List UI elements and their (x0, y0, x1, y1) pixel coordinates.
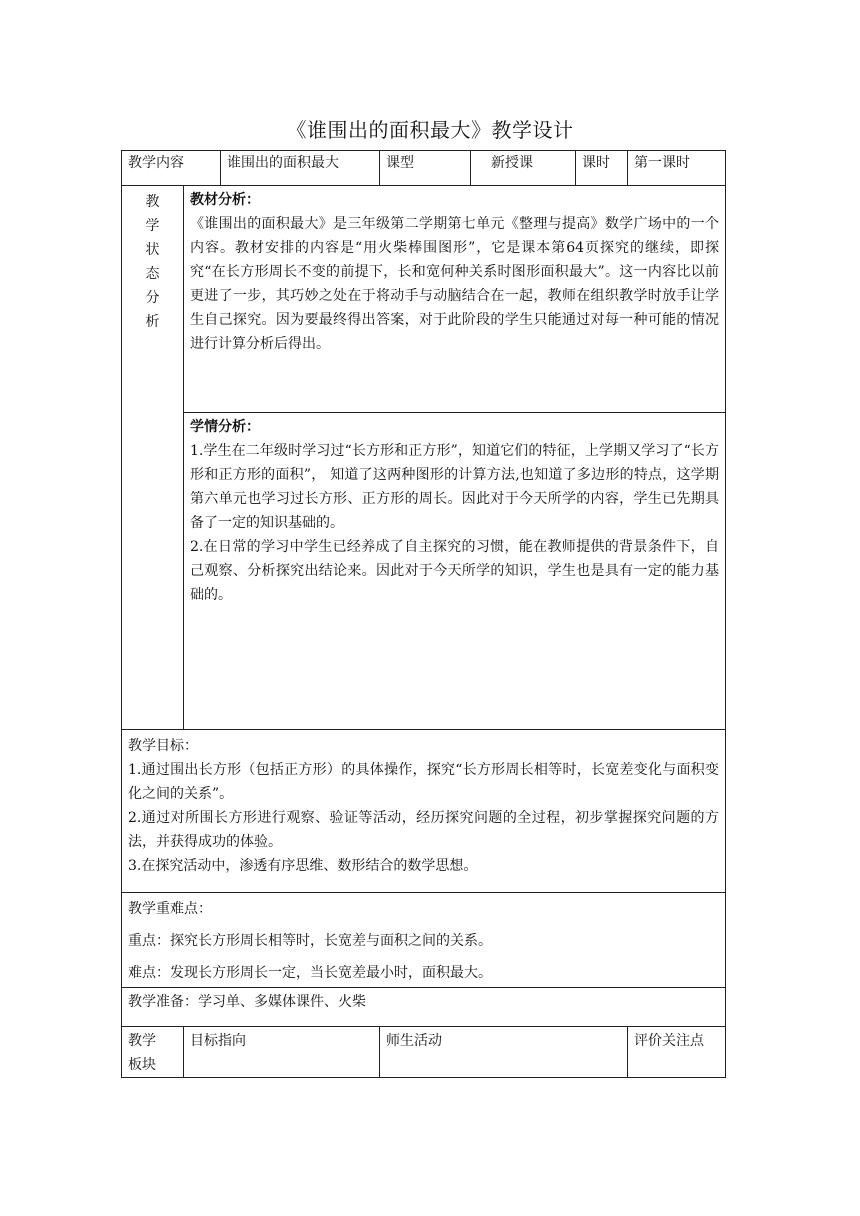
objective-item-3: 3.在探究活动中，渗透有序思维、数形结合的数学思想。 (128, 858, 478, 874)
activity-column-header: 师生活动 (380, 1027, 628, 1078)
content-label: 教学内容 (122, 151, 221, 186)
period-label: 课时 (576, 151, 628, 186)
evaluation-column-header: 评价关注点 (628, 1027, 726, 1078)
key-point-text: 重点：探究长方形周长相等时，长宽差与面积之间的关系。 (128, 933, 492, 949)
period-value: 第一课时 (628, 151, 726, 186)
objectives-row (122, 730, 726, 893)
block-column-header: 教学板块 (122, 1027, 184, 1078)
status-analysis-label: 教 学 状 态 分 析 (122, 186, 184, 730)
student-analysis-row (122, 413, 726, 730)
objectives-cell (122, 730, 726, 893)
textbook-analysis-text: 《谁围出的面积最大》是三年级第二学期第七单元《整理与提高》数学广场中的一个内容。教材安排的内容是“用火柴棒围图形”，它是课本第64页探究的继续，即探究“在长方形周长不变的前提下，长和宽何种关系时图形面积最大”。这一内容比以前更进了一步，其巧妙之处在于将动手与动脑结合在一起，教师在组织教学时放手让学生自己探究。因为要最终得出答案，对于此阶段的学生只能通过对每一种可能的情况进行计算分析后得出。 (190, 216, 719, 352)
key-points-heading: 教学重难点： (128, 901, 212, 917)
preparation-cell: 教学准备：学习单、多媒体课件、火柴 (122, 988, 726, 1027)
textbook-analysis-row (122, 186, 726, 413)
objective-item-2: 2.通过对所围长方形进行观察、验证等活动，经历探究问题的全过程，初步掌握探究问题的方法，并获得成功的体验。 (128, 810, 719, 850)
key-points-cell (122, 893, 726, 988)
process-header-row (122, 1027, 726, 1078)
content-value: 谁围出的面积最大 (221, 151, 380, 186)
header-row (122, 151, 726, 186)
objective-item-1: 1.通过围出长方形（包括正方形）的具体操作，探究“长方形周长相等时，长宽差变化与面积变化之间的关系”。 (128, 762, 719, 802)
difficulty-text: 难点：发现长方形周长一定，当长宽差最小时，面积最大。 (128, 965, 492, 981)
goal-column-header: 目标指向 (184, 1027, 380, 1078)
student-analysis-text-2: 2.在日常的学习中学生已经养成了自主探究的习惯，能在教师提供的背景条件下，自己观察、分析探究出结论来。因此对于今天所学的知识，学生也是具有一定的能力基础的。 (190, 539, 719, 603)
student-analysis-cell (184, 413, 726, 730)
preparation-row (122, 988, 726, 1027)
objectives-heading: 教学目标： (128, 738, 198, 754)
lesson-plan-table (121, 150, 726, 1078)
textbook-analysis-heading: 教材分析： (190, 192, 260, 208)
type-label: 课型 (380, 151, 471, 186)
key-points-row (122, 893, 726, 988)
page-title: 《谁围出的面积最大》教学设计 (286, 118, 574, 142)
textbook-analysis-cell (184, 186, 726, 413)
student-analysis-heading: 学情分析： (190, 419, 260, 435)
type-value: 新授课 (471, 151, 576, 186)
student-analysis-text-1: 1.学生在二年级时学习过“长方形和正方形”，知道它们的特征，上学期又学习了“长方形和正方形的面积”， 知道了这两种图形的计算方法,也知道了多边形的特点，这学期第六单元也学习过长方形、正方形的周长。因此对于今天所学的内容，学生已先期具备了一定的知识基础的。 (190, 443, 719, 531)
